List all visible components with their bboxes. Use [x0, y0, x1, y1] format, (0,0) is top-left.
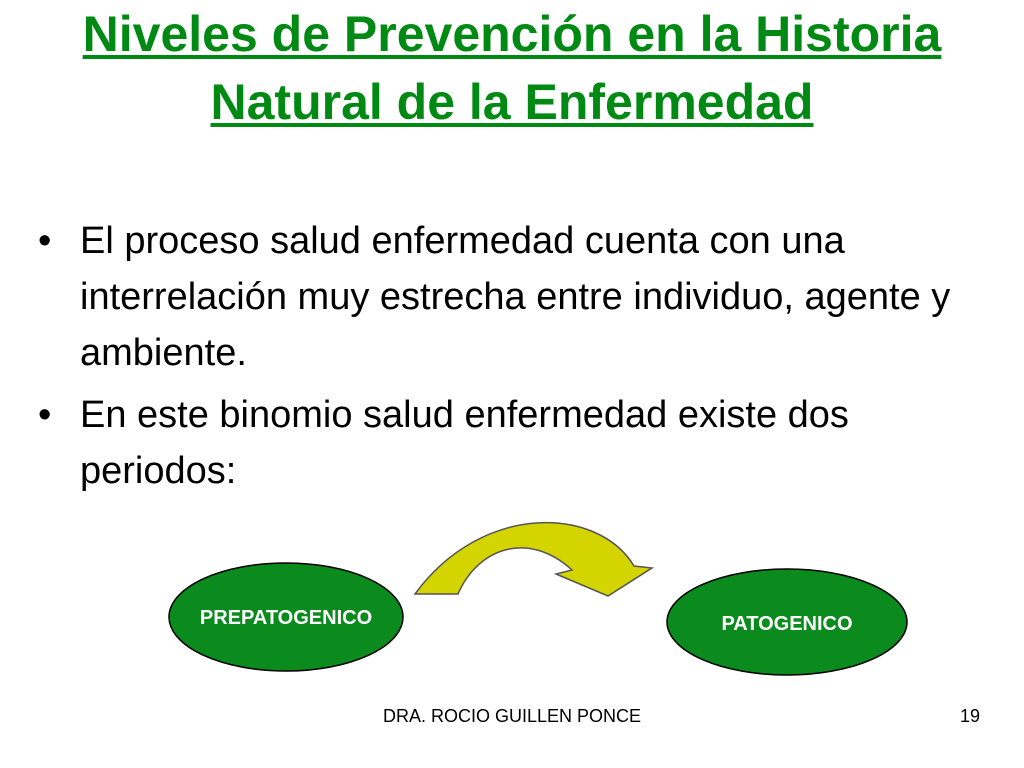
prepatogenico-label: PREPATOGENICO	[199, 607, 373, 629]
patogenico-label: PATOGENICO	[721, 613, 853, 635]
bullet-text: En este binomio salud enfermedad existe dos periodos:	[80, 394, 849, 492]
footer-author: DRA. ROCIO GUILLEN PONCE	[382, 706, 642, 726]
bullet-text: El proceso salud enfermedad cuenta con una interrelación muy estrecha entre individuo, agente y ambiente.	[80, 220, 951, 374]
page-number: 19	[959, 706, 980, 726]
bullet-icon: •	[38, 394, 52, 436]
bullet-icon: •	[38, 220, 52, 262]
curved-arrow-icon	[415, 523, 652, 596]
slide-title: Niveles de Prevención en la Historia Natural de la Enfermedad	[82, 6, 942, 130]
